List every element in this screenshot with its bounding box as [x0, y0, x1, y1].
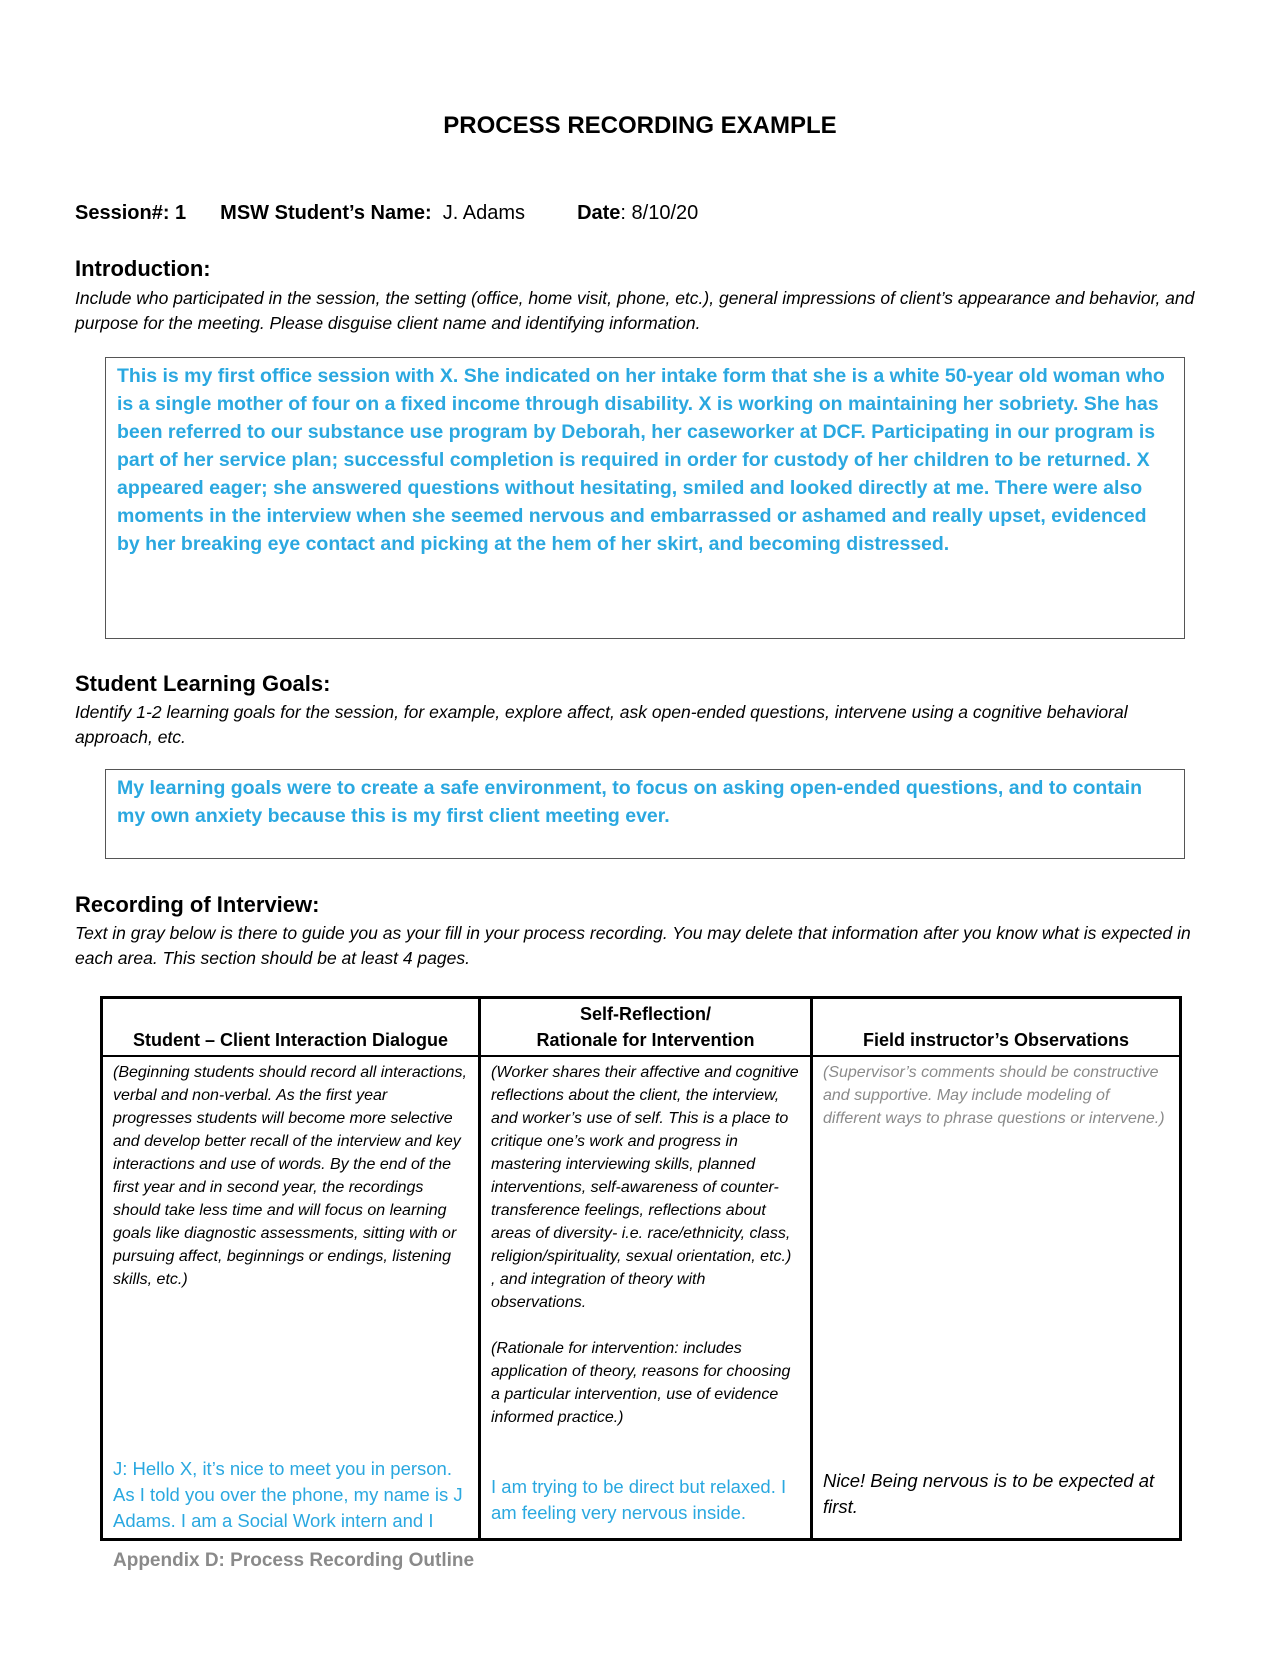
session-value: 1 — [175, 202, 187, 224]
date-label: Date — [577, 202, 621, 224]
student-name-label: MSW Student’s Name: — [220, 202, 432, 224]
reflection-guide: (Worker shares their affective and cognitive reflections about the client, the interview, and worker’s use of self. This is a place to critique one’s work and progress in mastering interviewing skills, planned interventions, self-awareness of counter-transference feelings, reflections about areas of diversity- i.e. race/ethnicity, class, religion/spirituality, sexual orientation, etc.) , and integration of theory with observations. — [491, 1064, 799, 1311]
session-label: Session#: — [75, 202, 170, 224]
learning-goals-response[interactable]: My learning goals were to create a safe environment, to focus on asking open-ended questions, and to contain my own anxiety because this is my first client meeting ever. — [105, 769, 1185, 859]
introduction-heading: Introduction: — [75, 256, 211, 281]
date-value: : 8/10/20 — [620, 202, 699, 224]
page-title: PROCESS RECORDING EXAMPLE — [443, 112, 837, 139]
student-name-value: J. Adams — [442, 202, 526, 224]
column-header-reflection: Self-Reflection/ Rationale for Intervention — [480, 998, 812, 1057]
learning-goals-heading: Student Learning Goals: — [75, 671, 331, 696]
dialogue-cell[interactable] — [102, 1056, 480, 1540]
rationale-guide: (Rationale for intervention: includes application of theory, reasons for choosing a particular intervention, use of evidence informed practice.) — [491, 1340, 791, 1426]
dialogue-entry: J: Hello X, it’s nice to meet you in person. As I told you over the phone, my name is J Adams. I am a Social Work intern and I — [113, 1458, 463, 1531]
recording-heading: Recording of Interview: — [75, 892, 320, 917]
recording-instructions: Text in gray below is there to guide you as your fill in your process recording. You may delete that information after you know what is expected in each area. This section should be at least 4 pages. — [75, 923, 1191, 968]
observations-cell[interactable] — [812, 1056, 1181, 1540]
column-header-observations: Field instructor’s Observations — [812, 998, 1181, 1057]
table-header-row — [102, 998, 1181, 1057]
session-info — [75, 202, 698, 225]
learning-goals-instructions: Identify 1-2 learning goals for the session, for example, explore affect, ask open-ended questions, intervene using a cognitive behavioral approach, etc. — [75, 702, 1128, 747]
observations-guide: (Supervisor’s comments should be constructive and supportive. May include modeling of different ways to phrase questions or intervene.) — [823, 1064, 1165, 1127]
reflection-entry: I am trying to be direct but relaxed. I am feeling very nervous inside. — [491, 1476, 787, 1523]
footer-appendix-label: Appendix D: Process Recording Outline — [113, 1550, 475, 1571]
observation-entry: Nice! Being nervous is to be expected at first. — [823, 1470, 1155, 1517]
recording-table — [100, 996, 1182, 1541]
introduction-response[interactable]: This is my first office session with X. She indicated on her intake form that she is a white 50-year old woman who is a single mother of four on a fixed income through disability. X is working on maintaining her sobriety. She has been referred to our substance use program by Deborah, her caseworker at DCF. Participating in our program is part of her service plan; successful completion is required in order for custody of her children to be returned. X appeared eager; she answered questions without hesitating, smiled and looked directly at me. There were also moments in the interview when she seemed nervous and embarrassed or ashamed and really upset, evidenced by her breaking eye contact and picking at the hem of her skirt, and becoming distressed. — [105, 357, 1185, 639]
column-header-dialogue: Student – Client Interaction Dialogue — [102, 998, 480, 1057]
dialogue-guide: (Beginning students should record all interactions, verbal and non-verbal. As the first year progresses students will become more selective and develop better recall of the interview and key interactions and use of words. By the end of the first year and in second year, the recordings should take less time and will focus on learning goals like diagnostic assessments, sitting with or pursuing affect, beginnings or endings, listening skills, etc.) — [113, 1064, 467, 1288]
table-row — [102, 1056, 1181, 1540]
reflection-cell[interactable] — [480, 1056, 812, 1540]
introduction-instructions: Include who participated in the session, the setting (office, home visit, phone, etc.), general impressions of client’s appearance and behavior, and purpose for the meeting. Please disguise client name and identifying information. — [75, 288, 1195, 333]
